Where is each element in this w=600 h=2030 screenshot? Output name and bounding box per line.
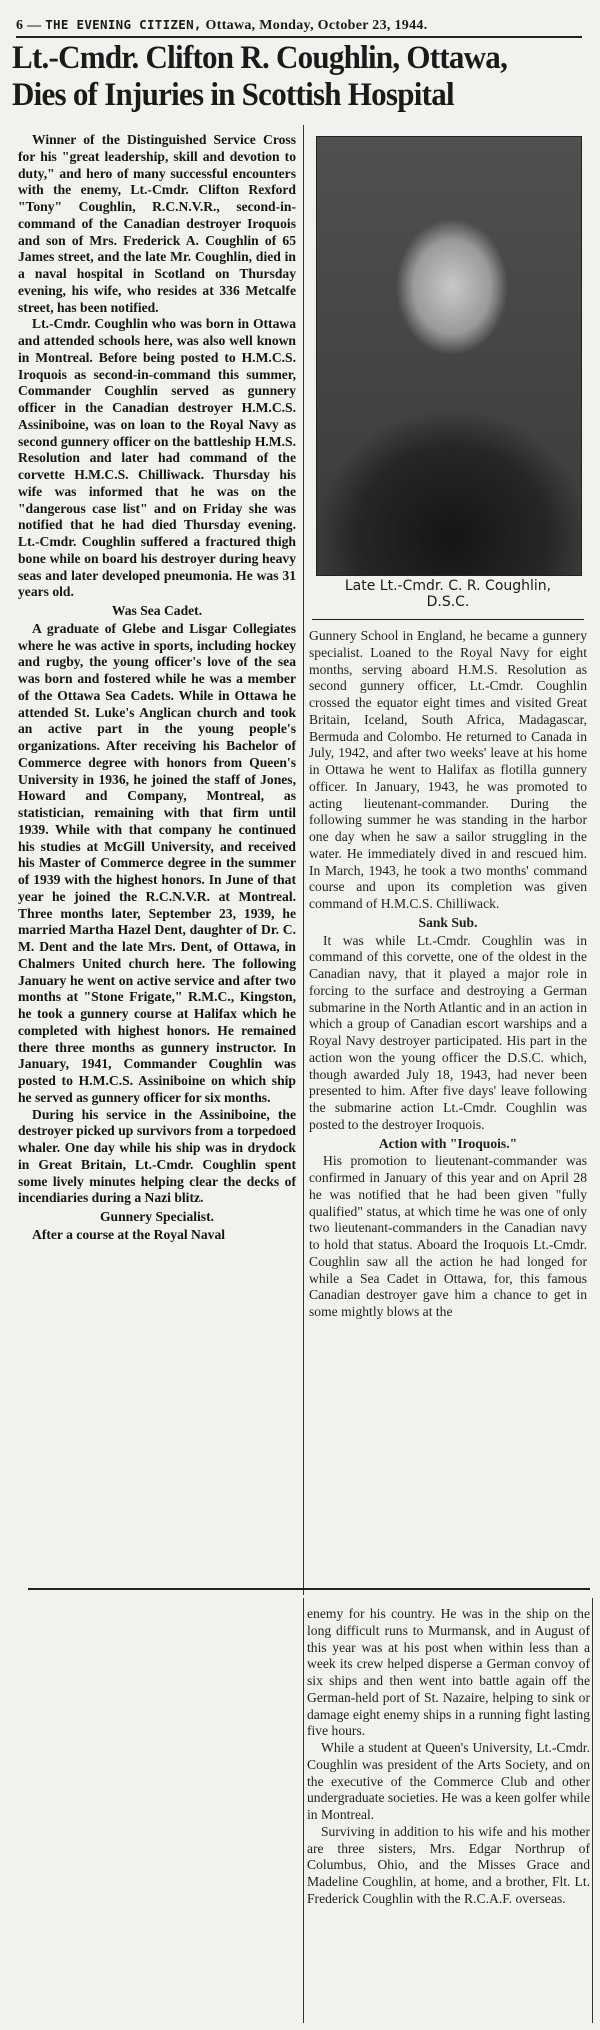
paragraph: Lt.-Cmdr. Coughlin who was born in Ottawa and attended schools here, was also well known in Montreal. Before being posted to H.M.C.S. Iroquois as second-in-command this summer, Commander Coughlin served as gunnery officer in the Canadian destroyer H.M.C.S. Assiniboine, was on loan to the Royal Navy as second gunnery officer on the battleship H.M.S. Resolution and later had command of the corvette H.M.C.S. Chilliwack. Thursday his wife was informed that he was on the "dangerous case list" and on Friday she was notified that he had died Thursday evening. Lt.-Cmdr. Coughlin suffered a fractured thigh bone while on board his destroyer during heavy seas and later developed pneumonia. He was 31 years old. <box>18 316 296 600</box>
caption-line: D.S.C. <box>426 594 470 610</box>
headline <box>12 40 557 114</box>
caption-line: Late Lt.-Cmdr. C. R. Coughlin, <box>344 578 552 594</box>
subheading: Sank Sub. <box>418 914 478 930</box>
paragraph: While a student at Queen's University, Lt.-Cmdr. Coughlin was president of the Arts Society, and on the executive of the Commerce Club and other undergraduate societies. He was a keen golfer while in Montreal. <box>307 1740 590 1822</box>
continuation-border-right <box>592 1598 593 2023</box>
newspaper-name: THE EVENING CITIZEN, <box>45 17 202 32</box>
masthead-rule <box>16 36 582 38</box>
paragraph: A graduate of Glebe and Lisgar Collegiates where he was active in sports, including hockey and rugby, the young officer's love of the sea was born and fostered while he was a member of the Ottawa Sea Cadets. While in Ottawa he attended St. Luke's Anglican church and took an active part in the young people's organizations. After receiving his Bachelor of Commerce degree with honors from Queen's University in 1936, he joined the staff of Jones, Howard and Company, Montreal, as statistician, remaining with that firm until 1939. While with that company he continued his studies at McGill University, and received his Master of Commerce degree in the summer of 1939 with the highest honors. In June of that year he joined the R.C.N.V.R. at Montreal. Three months later, September 23, 1939, he married Martha Hazel Dent, daughter of Dr. C. M. Dent and the late Mrs. Dent, of Ottawa, in Chalmers United church here. The following January he went on active service and after two months at "Stone Frigate," R.M.C., Kingston, he took a gunnery course at Halifax which he completed with highest honors. He remained there three months as gunnery instructor. In January, 1941, Commander Coughlin was posted to H.M.C.S. Assiniboine on which ship he served as gunnery officer for six months. <box>18 620 296 1105</box>
dateline: Ottawa, Monday, October 23, 1944. <box>205 18 428 33</box>
continuation-column <box>307 1606 590 1908</box>
subheading: Gunnery Specialist. <box>99 1209 215 1224</box>
paragraph: Gunnery School in England, he became a gunnery specialist. Loaned to the Royal Navy for eight months, serving aboard H.M.S. Resolution as second gunnery officer, Lt.-Cmdr. Coughlin crossed the equator eight times and visited Great Britain, Iceland, South Africa, Madagascar, Bermuda and Colombo. He returned to Canada in July, 1942, and after two weeks' leave at his home in Ottawa he went to Halifax as flotilla gunnery officer. In January, 1943, he was promoted to acting lieutenant-commander. During the following summer he was standing in the harbor one day when he saw a sailor struggling in the water. He immediately dived in and rescued him. In March, 1943, he took a two months' command course and upon its completion was given command of H.M.C.S. Chilliwack. <box>309 628 587 911</box>
paragraph: After a course at the Royal Naval <box>32 1226 226 1242</box>
headline-line-1: Lt.-Cmdr. Clifton R. Coughlin, Ottawa, <box>12 40 508 76</box>
photo-caption <box>310 578 586 610</box>
page-number: 6 — <box>16 18 42 33</box>
paragraph: It was while Lt.-Cmdr. Coughlin was in command of this corvette, one of the oldest in the Canadian navy, that it played a major role in forcing to the surface and destroying a German submarine in the North Atlantic and in an action in which a group of Canadian escort warships and a Royal Navy destroyer participated. His part in the action won the young officer the D.S.C. which, though awarded July 18, 1943, had never been presented to him. After five days' leave following the submarine action Lt.-Cmdr. Coughlin was posted to the destroyer Iroquois. <box>309 932 587 1132</box>
paragraph: Surviving in addition to his wife and his mother are three sisters, Mrs. Edgar Northrup of Columbus, Ohio, and the Misses Grace and Madeline Coughlin, at home, and a brother, Flt. Lt. Frederick Coughlin with the R.C.A.F. overseas. <box>307 1823 590 1906</box>
paragraph: During his service in the Assiniboine, the destroyer picked up survivors from a torpedoed whaler. One day while his ship was in drydock in Great Britain, Lt.-Cmdr. Coughlin spent some lively minutes helping clear the decks of incendiaries during a Nazi blitz. <box>18 1106 296 1206</box>
right-column <box>309 628 587 1321</box>
left-column <box>18 132 296 1244</box>
bottom-rule <box>28 1588 590 1590</box>
masthead <box>16 17 582 34</box>
paragraph: Winner of the Distinguished Service Cross for his "great leadership, skill and devotion to duty," and hero of many successful encounters with the enemy, Lt.-Cmdr. Clifton Rexford "Tony" Coughlin, R.C.N.V.R., second-in-command of the Canadian destroyer Iroquois and son of Mrs. Frederick A. Coughlin of 65 James street, and the late Mr. Coughlin, died in a naval hospital in Scotland on Thursday evening, his wife, who resides at 336 Metcalfe street, has been notified. <box>18 132 296 315</box>
paragraph: His promotion to lieutenant-commander was confirmed in January of this year and on April 28 he was notified that he had been given "fully qualified" status, at which time he was one of only two lieutenant-commanders in the Canadian navy to hold that status. Aboard the Iroquois Lt.-Cmdr. Coughlin saw all the action he had longed for while a Sea Cadet in Ottawa, for, this famous Canadian destroyer gave him a chance to get in some mightly blows at the <box>309 1153 587 1319</box>
portrait-photo <box>316 136 582 576</box>
caption-rule <box>312 619 584 620</box>
headline-line-2: Dies of Injuries in Scottish Hospital <box>12 77 454 113</box>
subheading: Was Sea Cadet. <box>111 603 203 618</box>
continuation-border <box>303 1598 304 2023</box>
paragraph: enemy for his country. He was in the ship on the long difficult runs to Murmansk, and in August of this year was at his post when within less than a week its crew helped disperse a German convoy of six ships and then went into battle again off the German-held port of St. Nazaire, helping to sink or damage eight enemy ships in a running fight lasting five hours. <box>307 1606 590 1739</box>
column-divider <box>303 125 304 1595</box>
subheading: Action with "Iroquois." <box>378 1135 518 1151</box>
